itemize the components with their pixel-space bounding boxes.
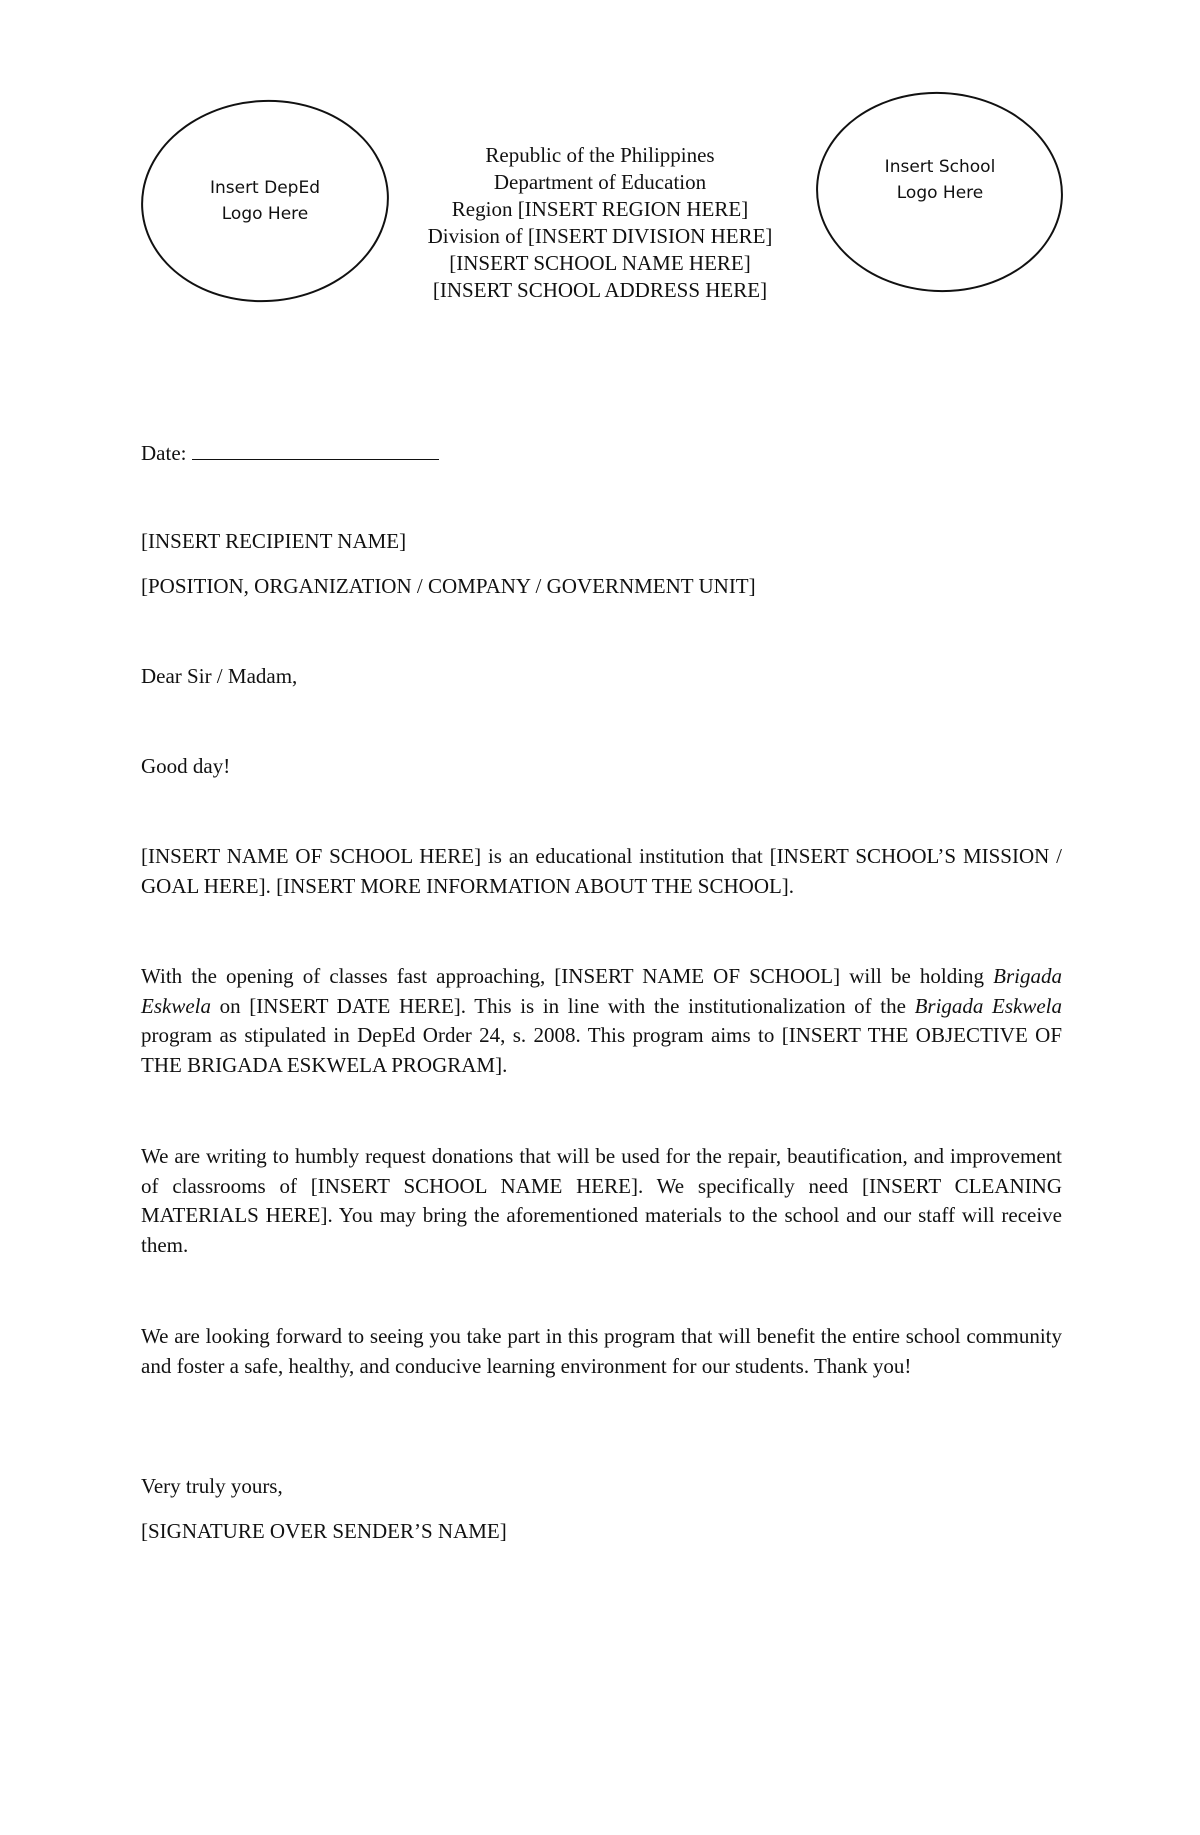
brigada-eskwela-italic-1: Brigada Eskwela — [141, 964, 1063, 1018]
letterhead-school-address: [INSERT SCHOOL ADDRESS HERE] — [432, 278, 768, 302]
school-logo-text: Insert School Logo Here — [884, 157, 995, 203]
deped-logo-text: Insert DepEd Logo Here — [209, 178, 321, 224]
letterhead-country: Republic of the Philippines — [485, 143, 715, 167]
deped-logo-placeholder — [134, 92, 395, 311]
date-row — [141, 437, 1062, 469]
date-label: Date: — [141, 441, 187, 465]
letterhead-school-name: [INSERT SCHOOL NAME HERE] — [449, 251, 751, 275]
letterhead-region: Region [INSERT REGION HERE] — [451, 197, 749, 221]
complimentary-close: Very truly yours, — [141, 1474, 283, 1498]
letterhead — [390, 142, 810, 304]
paragraph-brigada-eskwela — [141, 962, 1062, 1080]
paragraph2-part3: program as stipulated in DepEd Order 24, s. 2008. This program aims to [INSERT THE OBJECTIVE OF THE BRIGADA ESKWELA PROGRAM]. — [141, 1023, 1062, 1077]
salutation: Dear Sir / Madam, — [141, 664, 298, 688]
date-blank-line — [192, 437, 439, 460]
paragraph-school-info: [INSERT NAME OF SCHOOL HERE] is an educational institution that [INSERT SCHOOL’S MISSION / GOAL HERE]. [INSERT MORE INFORMATION ABOUT THE SCHOOL]. — [141, 844, 1062, 898]
paragraph-closing-remarks: We are looking forward to seeing you take part in this program that will benefit the entire school community and foster a safe, healthy, and conducive learning environment for our students. Thank you! — [141, 1324, 1062, 1378]
signature-line: [SIGNATURE OVER SENDER’S NAME] — [141, 1519, 507, 1543]
greeting: Good day! — [141, 754, 231, 778]
paragraph2-part2: on [INSERT DATE HERE]. This is in line with the institutionalization of the — [219, 993, 906, 1018]
paragraph2-part1: With the opening of classes fast approaching, [INSERT NAME OF SCHOOL] will be holding — [141, 964, 985, 988]
recipient-position: [POSITION, ORGANIZATION / COMPANY / GOVERNMENT UNIT] — [141, 574, 756, 598]
letterhead-department: Department of Education — [493, 170, 707, 194]
school-logo-placeholder — [811, 86, 1068, 299]
letterhead-division: Division of [INSERT DIVISION HERE] — [427, 224, 773, 248]
recipient-name: [INSERT RECIPIENT NAME] — [141, 529, 407, 553]
paragraph-donation-request: We are writing to humbly request donations that will be used for the repair, beautification, and improvement of classrooms of [INSERT SCHOOL NAME HERE]. We specifically need [INSERT CLEANING MATERIALS HERE]. You may bring the aforementioned materials to the school and our staff will receive them. — [141, 1144, 1062, 1257]
brigada-eskwela-italic-2: Brigada Eskwela — [914, 993, 1063, 1018]
